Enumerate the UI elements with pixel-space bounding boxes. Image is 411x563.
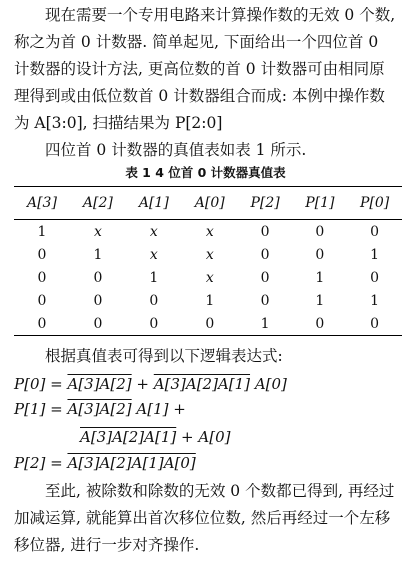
table-cell: 1: [370, 292, 380, 309]
table-row: [14, 312, 402, 336]
table-cell: 0: [37, 315, 47, 332]
term: A[0]: [254, 375, 287, 393]
table-cell: x: [205, 269, 214, 286]
negated-term: A[3]A[2]A[1]A[0]: [67, 454, 196, 472]
table-cell: 1: [149, 269, 159, 286]
table-cell: 0: [149, 315, 159, 332]
table-row: [14, 289, 402, 312]
table-cell: 0: [37, 292, 47, 309]
table-row: [14, 266, 402, 289]
equation-p1-line2: [80, 426, 230, 448]
header-cell: P[0]: [359, 195, 390, 211]
negated-term: A[3]A[2]A[1]: [153, 375, 251, 393]
table-cell: 1: [370, 246, 380, 263]
intro-paragraph: 现在需要一个专用电路来计算操作数的无效 0 个数, 称之为首 0 计数器. 简单起见, 下面给出一个四位首 0 计数器的设计方法, 更高位数的首 0 计数器可由相同原理得到或由低位数首 0 计数器组合而成: 本例中操作数为 A[3:0], 扫描结果为 P[2:0]: [14, 6, 396, 132]
equation-lhs: P[1] =: [14, 400, 63, 418]
table-cell: x: [205, 246, 214, 263]
table-cell: 0: [315, 223, 325, 240]
table-cell: x: [149, 223, 158, 240]
table-cell: 0: [370, 269, 380, 286]
table-cell: 0: [205, 315, 215, 332]
table-cell: 1: [315, 292, 325, 309]
table-reference-paragraph: 四位首 0 计数器的真值表如表 1 所示.: [45, 141, 307, 159]
table-cell: 0: [315, 315, 325, 332]
term: A[1] +: [136, 400, 186, 418]
table-cell: 0: [260, 292, 270, 309]
term: A[0]: [198, 428, 231, 446]
table-cell: 1: [260, 315, 270, 332]
equations-intro-paragraph: 根据真值表可得到以下逻辑表达式:: [45, 347, 283, 365]
operator: +: [136, 375, 149, 393]
table-cell: 1: [93, 246, 103, 263]
negated-term: A[3]A[2]A[1]: [80, 428, 177, 446]
table-cell: x: [149, 246, 158, 263]
table-caption: 表 1 4 位首 0 计数器真值表: [125, 165, 286, 180]
table-cell: 0: [93, 269, 103, 286]
equation-lhs: P[0] =: [14, 375, 63, 393]
table-cell: 0: [370, 223, 380, 240]
table-cell: 0: [370, 315, 380, 332]
equation-p1-line1: [14, 398, 186, 420]
header-cell: A[1]: [138, 195, 169, 211]
header-cell: A[3]: [26, 195, 57, 211]
table-cell: 0: [260, 269, 270, 286]
table-cell: 1: [37, 223, 47, 240]
table-cell: x: [93, 223, 102, 240]
table-cell: 0: [93, 315, 103, 332]
operator: +: [181, 428, 194, 446]
table-cell: 0: [93, 292, 103, 309]
table-cell: 0: [37, 269, 47, 286]
conclusion-paragraph: 至此, 被除数和除数的无效 0 个数都已得到, 再经过加减运算, 就能算出首次移位位数, 然后再经过一个左移移位器, 进行一步对齐操作.: [14, 482, 395, 554]
equation-p2: [14, 452, 196, 474]
header-cell: A[2]: [82, 195, 113, 211]
header-cell: P[2]: [250, 195, 280, 211]
table-cell: 0: [260, 246, 270, 263]
table-cell: 0: [149, 292, 159, 309]
equation-lhs: P[2] =: [14, 454, 63, 472]
table-cell: 1: [315, 269, 325, 286]
table-cell: 0: [37, 246, 47, 263]
table-row: [14, 243, 402, 266]
equation-p0: [14, 373, 287, 395]
table-cell: x: [205, 223, 214, 240]
truth-table: [14, 186, 402, 336]
table-cell: 1: [205, 292, 215, 309]
table-header-row: [14, 187, 402, 220]
header-cell: A[0]: [194, 195, 225, 211]
table-cell: 0: [315, 246, 325, 263]
table-cell: 0: [260, 223, 270, 240]
negated-term: A[3]A[2]: [67, 400, 132, 418]
table-row: [14, 220, 402, 244]
header-cell: P[1]: [305, 195, 335, 211]
negated-term: A[3]A[2]: [67, 375, 132, 393]
